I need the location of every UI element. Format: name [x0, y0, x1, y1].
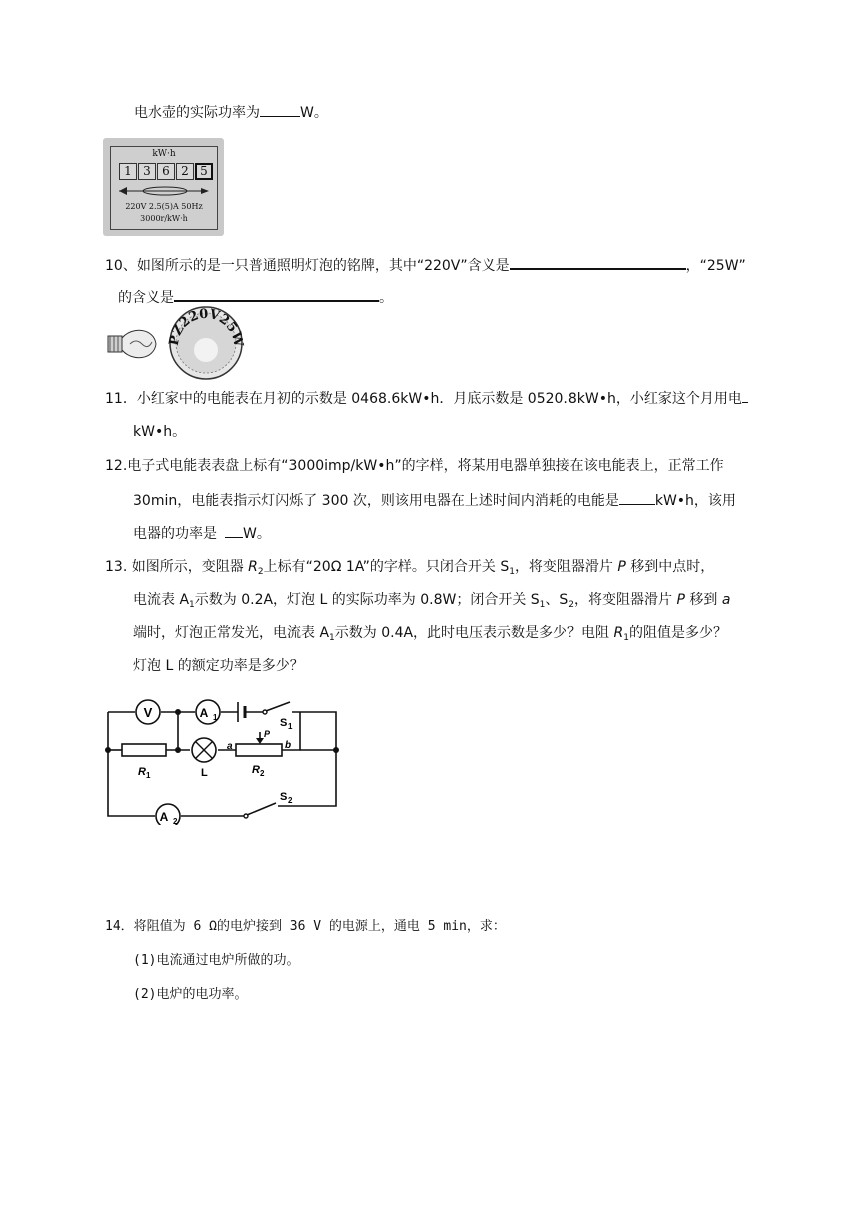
q9-answer-blank[interactable]: [260, 102, 300, 117]
q13-text: 移到: [684, 592, 722, 608]
meter-spec-2: 3000r/kW·h: [140, 214, 188, 223]
q13-text: 示数为 0.4A，此时电压表示数是多少？电阻: [334, 625, 614, 641]
q11-line-1: [105, 388, 748, 409]
q13-subscript: 2: [257, 567, 264, 577]
q12-text-3a: 电器的功率是: [133, 526, 217, 542]
q13-subscript: 1: [189, 600, 195, 610]
q14-line-1: [105, 917, 506, 937]
bulb-nameplate-image: [106, 306, 248, 380]
meter-digits: [119, 163, 214, 180]
q12-blank-energy[interactable]: [619, 490, 655, 505]
q13-text: 13. 如图所示，变阻器: [105, 559, 249, 575]
q11-line-2: [133, 422, 186, 442]
meter-spec-1: 220V 2.5(5)A 50Hz: [125, 202, 203, 211]
meter-digit: 6: [157, 163, 175, 180]
q13-subscript: 1: [539, 600, 546, 610]
q10-blank-1[interactable]: [510, 254, 686, 270]
q12-text-2b: kW•h，该用: [654, 493, 736, 509]
q13-line-1: [105, 557, 714, 582]
q13-text: ，将变阻器滑片: [574, 592, 677, 608]
switch-s2-sub: 2: [288, 796, 293, 805]
terminal-a-label: a: [227, 741, 233, 752]
q11-text: 11．小红家中的电能表在月初的示数是 0468.6kW•h．月底示数是 0520.8kW•h，小红家这个月用电: [105, 391, 742, 407]
q9-unit: W。: [300, 105, 328, 121]
rheostat-r2-sub: 2: [260, 769, 265, 778]
q14-part-2: (2)电炉的电功率。: [133, 987, 248, 1002]
switch-s2-label: S: [280, 791, 288, 803]
q13-symbol-R: R: [248, 559, 258, 575]
circuit-diagram: [100, 690, 345, 825]
q10-text-d: 。: [379, 290, 393, 306]
resistor-r1-label: R: [138, 766, 146, 778]
q10-blank-2[interactable]: [174, 286, 379, 302]
q13-symbol-P: P: [617, 559, 626, 575]
slider-p-arrow-icon: [256, 738, 264, 744]
meter-digit-decimal: 5: [195, 163, 213, 180]
energy-meter-image: [103, 138, 224, 236]
resistor-r1-icon: [122, 744, 166, 756]
q10-text-a: 10、如图所示的是一只普通照明灯泡的铭牌，其中“220V”含义是: [105, 258, 510, 274]
q14-part-1: (1)电流通过电炉所做的功。: [133, 953, 300, 968]
q13-symbol-P: P: [676, 592, 685, 608]
ammeter-a1-label: A: [199, 706, 209, 720]
q13-line-3: [133, 623, 727, 648]
q13-text: 、S: [545, 592, 569, 608]
q13-symbol-R: R: [613, 625, 624, 641]
q12-text-1: 12.电子式电能表表盘上标有“3000imp/kW•h”的字样，将某用电器单独接在该电能表上，正常工作: [105, 458, 724, 474]
q13-text: 灯泡 L 的额定功率是多少？: [133, 658, 304, 674]
switch-s1-label: S: [280, 717, 288, 729]
q10-text-c: 的含义是: [118, 290, 174, 306]
ammeter-a2-sub: 2: [173, 817, 178, 825]
q12-text-3b: W。: [243, 526, 271, 542]
meter-disk-arrow-icon: [117, 185, 211, 197]
rheostat-r2-label: R: [252, 764, 260, 776]
q12-line-2: [133, 490, 736, 511]
q13-symbol-a: a: [721, 592, 731, 608]
q12-line-1: [105, 456, 724, 476]
q13-text: 移到中点时，: [625, 559, 715, 575]
q12-text-2a: 30min，电能表指示灯闪烁了 300 次，则该用电器在上述时间内消耗的电能是: [133, 493, 619, 509]
q10-line-2: [118, 286, 393, 308]
q12-line-3: [133, 523, 271, 544]
meter-digit: 1: [119, 163, 137, 180]
meter-unit: kW·h: [152, 149, 176, 159]
q14-line-2: [133, 951, 299, 971]
q14-line-3: [133, 985, 247, 1005]
light-bulb-icon: [106, 306, 248, 380]
q13-subscript: 1: [509, 567, 515, 577]
q13-text: 上标有“20Ω 1A”的字样。只闭合开关 S: [263, 559, 510, 575]
q13-subscript: 2: [568, 600, 575, 610]
q10-line-1: [105, 254, 746, 276]
bulb-label: PZ220V25W: [166, 306, 246, 349]
q13-text: ，将变阻器滑片: [514, 559, 618, 575]
q13-subscript: 1: [329, 633, 335, 643]
q10-text-b: ，“25W”: [685, 258, 746, 274]
slider-p-label: P: [264, 729, 271, 739]
resistor-r1-sub: 1: [146, 771, 151, 780]
voltmeter-label: V: [143, 705, 153, 720]
q13-subscript: 1: [623, 633, 629, 643]
q11-unit: kW•h。: [133, 424, 187, 440]
meter-digit: 2: [176, 163, 194, 180]
switch-s1-sub: 1: [288, 722, 293, 731]
rheostat-r2-icon: [236, 744, 282, 756]
q9-text: 电水壶的实际功率为: [134, 105, 260, 121]
lamp-l-label: L: [201, 767, 208, 779]
ammeter-a1-sub: 1: [213, 713, 218, 722]
q13-line-2: [133, 590, 730, 615]
q14-text: 14．将阻值为 6 Ω的电炉接到 36 V 的电源上，通电 5 min，求：: [105, 919, 506, 934]
q13-text: 示数为 0.2A，灯泡 L 的实际功率为 0.8W；闭合开关 S: [194, 592, 540, 608]
q13-line-4: [133, 656, 304, 676]
q11-answer-blank[interactable]: [742, 388, 748, 403]
q13-text: 端时，灯泡正常发光，电流表 A: [133, 625, 330, 641]
q13-text: 的阻值是多少？: [628, 625, 727, 641]
terminal-b-label: b: [285, 740, 292, 751]
q9-tail-line: [134, 102, 328, 123]
q13-text: 电流表 A: [133, 592, 190, 608]
meter-digit: 3: [138, 163, 156, 180]
q12-blank-power[interactable]: [225, 523, 243, 538]
ammeter-a2-label: A: [159, 810, 169, 824]
